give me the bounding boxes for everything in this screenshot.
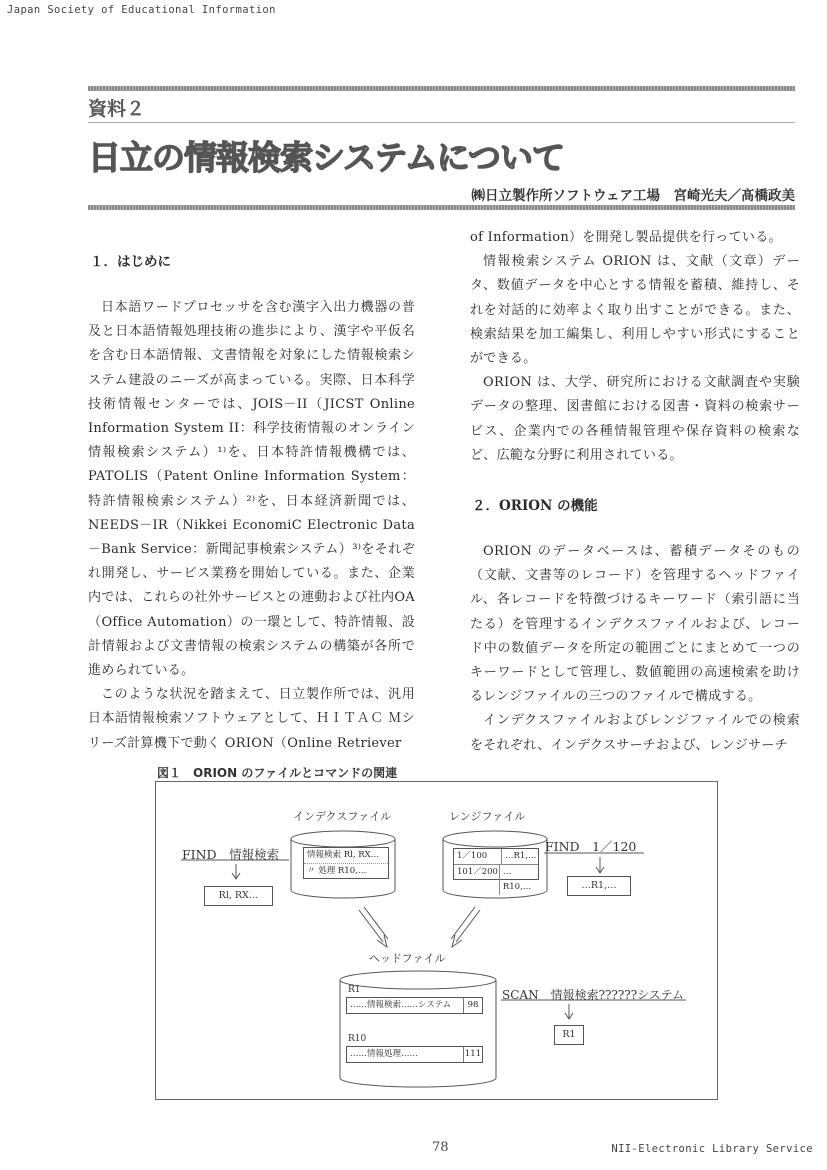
- scan-result-box: R1: [554, 1025, 584, 1045]
- page-number: 78: [432, 1140, 449, 1155]
- article-authors: ㈱日立製作所ソフトウェア工場 宮崎光夫／髙橋政美: [471, 188, 795, 204]
- head-record-id: R10: [348, 1034, 367, 1044]
- category-rule: [88, 122, 795, 123]
- figure-frame: [155, 781, 718, 1100]
- find-range-result-box: …R1,…: [567, 876, 631, 896]
- paragraph: ORION は、大学、研究所における文献調査や実験データの整理、図書館における図書・資料の検索サービス、企業内での各種情報管理や保存資料の検索など、広範な分野に利用されている。: [470, 375, 800, 463]
- head-file-label: ヘッドファイル: [369, 952, 446, 965]
- section-heading-orion: ２．ORION の機能: [472, 498, 598, 515]
- range-table: [453, 848, 539, 892]
- range-cell: …R1,…: [505, 851, 537, 861]
- head-record-value: 98: [463, 998, 482, 1013]
- society-header: Japan Society of Educational Information: [7, 4, 276, 16]
- head-record-row: [346, 997, 483, 1014]
- figure-caption: 図１ ORION のファイルとコマンドの関連: [157, 766, 398, 780]
- range-row: [454, 849, 538, 865]
- paragraph: of Information）を開発し製品提供を行っている。: [470, 230, 782, 245]
- head-file-cylinder: [340, 971, 496, 1087]
- index-row: 〃 処理 R10,…: [307, 866, 367, 876]
- find-range-command: FIND 1／120: [545, 839, 637, 854]
- paragraph: 日本語ワードプロセッサを含む漢字入出力機器の普及と日本語情報処理技術の進歩により、漢字や平仮名を含む日本語情報、文書情報を対象にした情報検索システム建設のニーズが高まっている。実際、日本科学技術情報センターでは、JOIS－II（JICST Online Information System II：科学技術情報のオンライン情報検索システム）¹⁾を、日本特許情報機構では、PATOLIS（Patent Online Information System：特許情報検索システム）²⁾を、日本経済新聞では、NEEDS－IR（Nikkei EconomiC Electronic Data－Bank Service：新聞記事検索システム）³⁾をそれぞれ開発し、サービス業務を開始している。また、企業内では、これらの社外サービスとの連動および社内OA（Office Automation）の一環として、特許情報、設計情報および文書情報の検索システムの構築が各所で進められている。: [88, 300, 415, 679]
- index-row: 情報検索 Rl, RX…: [304, 848, 388, 864]
- range-cell: 1／100: [454, 849, 502, 864]
- head-record-value: 111: [463, 1047, 482, 1062]
- range-file-label: レンジファイル: [449, 810, 526, 823]
- left-column: [88, 250, 415, 756]
- index-table: [303, 847, 389, 879]
- scan-command: SCAN 情報検索??????システム: [502, 988, 684, 1002]
- section-heading-intro: １．はじめに: [90, 254, 171, 270]
- paragraph: インデクスファイルおよびレンジファイルでの検索をそれぞれ、インデクスサーチおよび、レンジサーチ: [470, 713, 800, 753]
- find-result-box: Rl, RX…: [204, 886, 273, 906]
- find-command-keyword: FIND 情報検索: [182, 847, 280, 862]
- top-rule: [88, 86, 795, 91]
- paragraph: このような状況を踏まえて、日立製作所では、汎用日本語情報検索ソフトウェアとして、ＨＩＴＡＣ Ｍシリーズ計算機下で動く ORION（Online Retriever: [88, 687, 415, 751]
- authors-rule: [88, 205, 795, 210]
- head-record-text: ……情報検索……システム: [350, 1000, 452, 1010]
- footer-service: NII-Electronic Library Service: [611, 1143, 813, 1155]
- article-title: 日立の情報検索システムについて: [88, 138, 565, 177]
- head-record-row: [346, 1046, 483, 1063]
- right-column: [470, 226, 800, 758]
- head-record-text: ……情報処理……: [350, 1049, 419, 1059]
- range-row: [454, 865, 538, 895]
- range-cell: …R10,…: [502, 867, 532, 892]
- range-cell: 101／200: [454, 865, 500, 895]
- article-category: 資料２: [88, 98, 146, 120]
- paragraph: ORION のデータベースは、蓄積データそのもの（文献、文書等のレコード）を管理するヘッドファイル、各レコードを特徴づけるキーワード（索引語に当たる）を管理するインデクスファイルおよび、レコード中の数値データを所定の範囲ごとにまとめて一つのキーワードとして管理し、数値範囲の高速検索を助けるレンジファイルの三つのファイルで構成する。: [470, 544, 800, 705]
- paragraph: 情報検索システム ORION は、文献（文章）データ、数値データを中心とする情報を蓄積、維持し、それを対話的に効率よく取り出すことができる。また、検索結果を加工編集し、利用しやすい形式にすることができる。: [470, 254, 800, 367]
- head-record-id: R1: [348, 985, 361, 995]
- to-head-arrows: [359, 907, 480, 947]
- index-file-label: インデクスファイル: [293, 810, 392, 823]
